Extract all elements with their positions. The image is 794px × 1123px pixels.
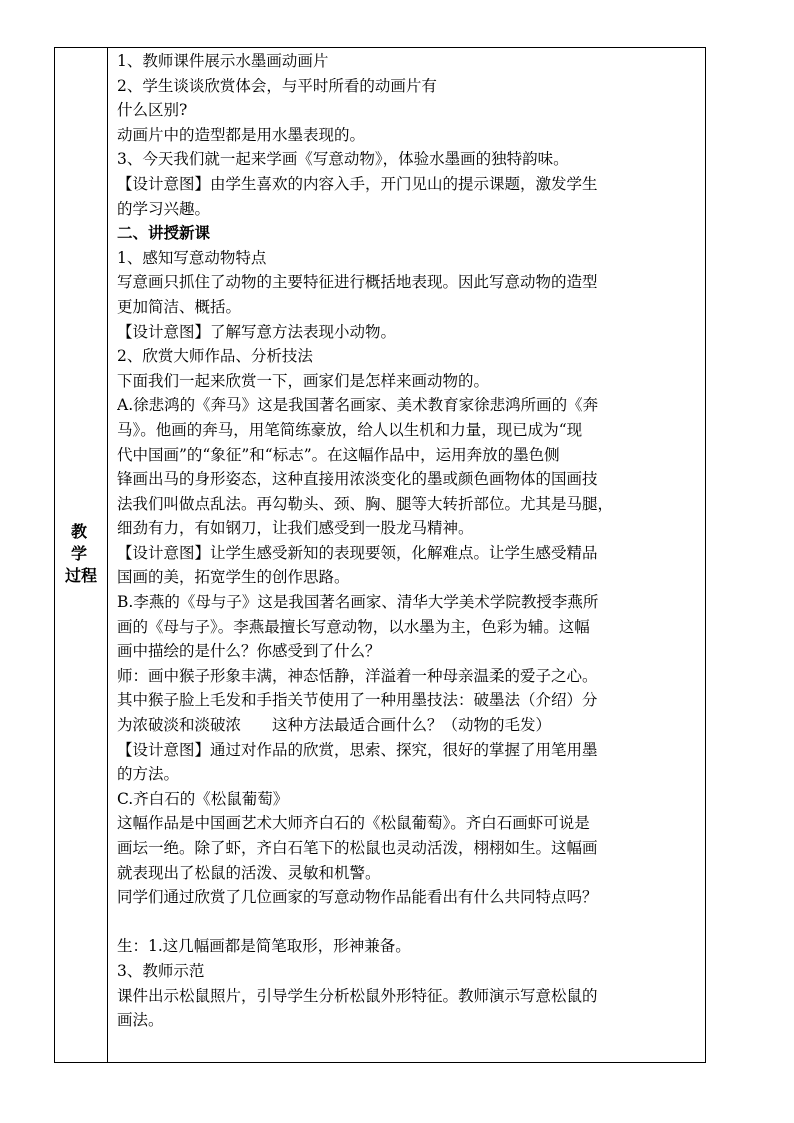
lesson-content-cell: [108, 48, 705, 1062]
text-line: 画中描绘的是什么？你感受到了什么？: [117, 642, 381, 661]
text-line: 画坛一绝。除了虾，齐白石笔下的松鼠也灵动活泼，栩栩如生。这幅画: [117, 839, 598, 857]
text-line: 动画片中的造型都是用水墨表现的。: [117, 125, 366, 144]
section-label: [61, 521, 101, 587]
text-line: 下面我们一起来欣赏一下，画家们是怎样来画动物的。: [117, 371, 490, 390]
lesson-table: [54, 47, 706, 1063]
text-line: 其中猴子脸上毛发和手指关节使用了一种用墨技法：破墨法（介绍）分: [117, 691, 598, 710]
text-line: 锋画出马的身形姿态，这种直接用浓淡变化的墨或颜色画物体的国画技: [117, 470, 598, 489]
text-line: 更加简洁、概括。: [117, 297, 242, 316]
text-line: B.李燕的《母与子》这是我国著名画家、清华大学美术学院教授李燕所: [117, 593, 599, 612]
text-line: 马》。他画的奔马，用笔简练豪放，给人以生机和力量，现已成为“现: [117, 420, 583, 439]
text-line: 什么区别?: [117, 101, 188, 120]
section-label-line: 过程: [64, 566, 97, 585]
text-line: 法我们叫做点乱法。再勾勒头、颈、胸、腿等大转折部位。尤其是马腿，: [117, 494, 614, 513]
text-line: 【设计意图】通过对作品的欣赏，思索、探究，很好的掌握了用笔用墨: [117, 740, 598, 759]
text-line: 写意画只抓住了动物的主要特征进行概括地表现。因此写意动物的造型: [117, 273, 598, 292]
text-line: 生：1.这几幅画都是简笔取形，形神兼备。: [117, 937, 411, 956]
text-line: 【设计意图】了解写意方法表现小动物。: [117, 322, 397, 341]
text-line: 课件出示松鼠照片，引导学生分析松鼠外形特征。教师演示写意松鼠的: [117, 986, 598, 1005]
text-line: 【设计意图】让学生感受新知的表现要领，化解难点。让学生感受精品: [117, 543, 598, 562]
text-line: 【设计意图】由学生喜欢的内容入手，开门见山的提示课题，激发学生: [117, 174, 598, 193]
text-line: 的学习兴趣。: [117, 199, 211, 218]
text-line: 细劲有力，有如钢刀，让我们感受到一股龙马精神。: [117, 519, 474, 538]
text-line: 画法。: [117, 1011, 164, 1030]
text-line: [117, 910, 700, 935]
text-line: 1、教师课件展示水墨画动画片: [117, 52, 329, 70]
text-line: 1、感知写意动物特点: [117, 248, 267, 267]
text-line: 代中国画”的“象征”和“标志”。在这幅作品中，运用奔放的墨色侧: [117, 445, 560, 464]
text-line: 这幅作品是中国画艺术大师齐白石的《松鼠葡萄》。齐白石画虾可说是: [117, 814, 590, 833]
text-line: 国画的美，拓宽学生的创作思路。: [117, 568, 350, 587]
text-line: 的方法。: [117, 765, 180, 784]
text-line: 3、教师示范: [117, 961, 205, 980]
text-line: 同学们通过欣赏了几位画家的写意动物作品能看出有什么共同特点吗？: [117, 888, 598, 907]
text-line: 就表现出了松鼠的活泼、灵敏和机警。: [117, 863, 381, 882]
section-label-cell: [55, 48, 108, 1062]
text-line: 2、学生谈谈欣赏体会，与平时所看的动画片有: [117, 76, 437, 95]
text-line: 师：画中猴子形象丰满，神态恬静，洋溢着一种母亲温柔的爱子之心。: [117, 666, 598, 685]
text-line: 3、今天我们就一起来学画《写意动物》，体验水墨画的独特韵味。: [117, 150, 569, 169]
section-label-line: 教 学: [70, 522, 91, 563]
text-line: A.徐悲鸿的《奔马》这是我国著名画家、美术教育家徐悲鸿所画的《奔: [117, 396, 599, 415]
text-line: C.齐白石的《松鼠葡萄》: [117, 789, 289, 808]
text-line: 画的《母与子》。李燕最擅长写意动物，以水墨为主，色彩为辅。这幅: [117, 617, 590, 636]
text-line: 为浓破淡和淡破浓 这种方法最适合画什么？（动物的毛发）: [117, 716, 552, 735]
section-heading: 二、讲授新课: [117, 224, 211, 243]
text-line: 2、欣赏大师作品、分析技法: [117, 347, 313, 366]
